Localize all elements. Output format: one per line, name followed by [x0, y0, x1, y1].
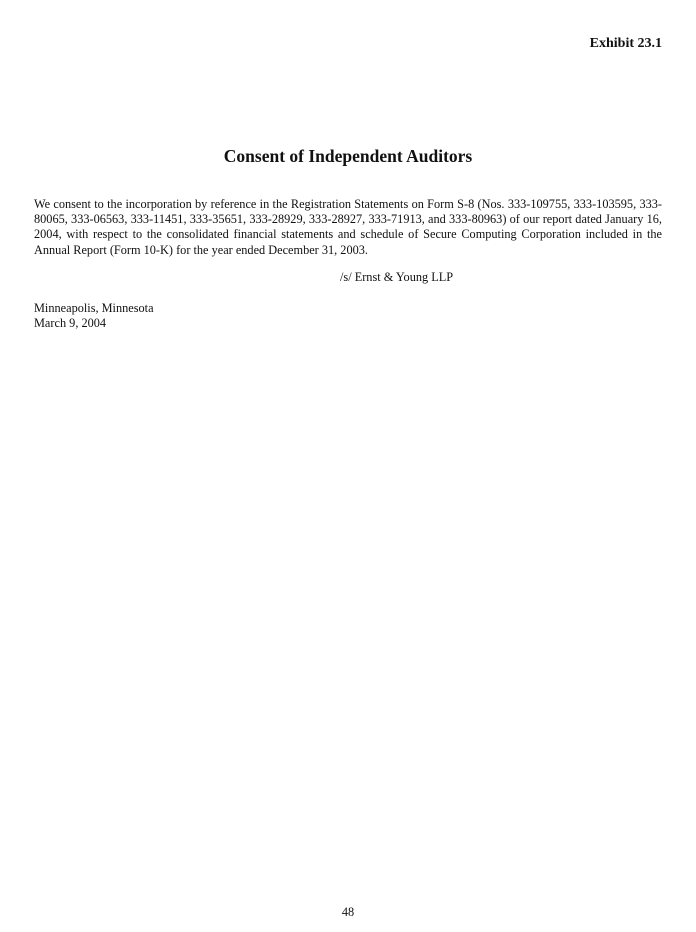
signing-location-block [34, 301, 154, 331]
page-number: 48 [341, 905, 355, 919]
signing-date: March 9, 2004 [34, 316, 107, 331]
auditor-signature: /s/ Ernst & Young LLP [340, 270, 454, 284]
consent-paragraph: We consent to the incorporation by reference in the Registration Statements on Form S-8 (Nos. 333-109755, 333-103595, 333-80065, 333-06563, 333-11451, 333-35651, 333-28929, 333-28927, 333-71913, and 333-80963) of our report dated January 16, 2004, with respect to the consolidated financial statements and schedule of Secure Computing Corporation included in the Annual Report (Form 10-K) for the year ended December 31, 2003. [34, 197, 662, 257]
signing-city: Minneapolis, Minnesota [34, 301, 154, 315]
document-title: Consent of Independent Auditors [223, 146, 473, 166]
exhibit-label: Exhibit 23.1 [589, 36, 662, 51]
